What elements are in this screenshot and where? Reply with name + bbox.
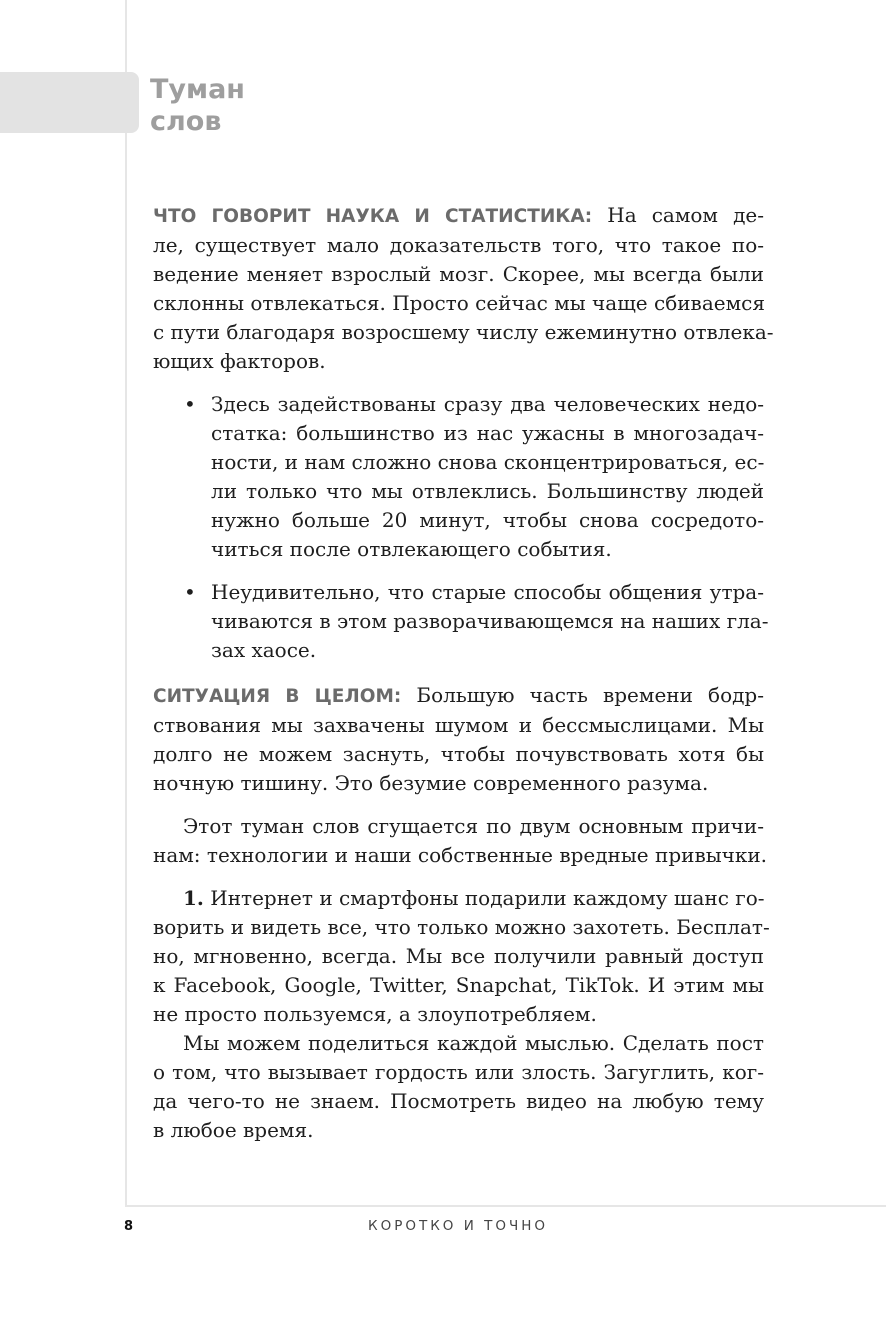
text-line: Этот туман слов сгущается по двум основным причи- <box>183 814 764 838</box>
text-line: но, мгновенно, всегда. Мы все получили равный доступ <box>153 944 764 968</box>
text-line: Мы можем поделиться каждой мыслью. Сделать пост <box>183 1031 764 1055</box>
intro-paragraph <box>153 812 768 870</box>
running-footer-title: КОРОТКО И ТОЧНО <box>367 1218 549 1234</box>
text-line: ле, существует мало доказательств того, что такое по- <box>153 233 764 257</box>
section-heading: СИТУАЦИЯ В ЦЕЛОМ: <box>153 686 402 707</box>
text-line: зах хаосе. <box>211 638 317 662</box>
text-line: ли только что мы отвлеклись. Большинству людей <box>211 479 764 503</box>
chapter-title <box>150 74 245 138</box>
text-line: Здесь задействованы сразу два человеческих недо- <box>211 392 764 416</box>
text-line: ющих факторов. <box>153 349 326 373</box>
text-line: о том, что вызывает гордость или злость. Загуглить, ког- <box>153 1060 764 1084</box>
text-line: 1. Интернет и смартфоны подарили каждому шанс го- <box>183 886 765 910</box>
point-number: 1. <box>183 886 204 910</box>
section-heading: ЧТО ГОВОРИТ НАУКА И СТАТИСТИКА: <box>153 206 593 227</box>
text-line: ночную тишину. Это безумие современного разума. <box>153 771 709 795</box>
science-paragraph <box>153 201 774 376</box>
bullet-icon: • <box>184 392 196 416</box>
text-line: склонны отвлекаться. Просто сейчас мы чаще сбиваемся <box>153 291 765 315</box>
final-paragraph <box>153 1029 764 1145</box>
point-one-paragraph <box>153 884 770 1029</box>
text-line: читься после отвлекающего события. <box>211 537 612 561</box>
text-line: нам: технологии и наши собственные вредные привычки. <box>153 843 768 867</box>
text-line: с пути благодаря возросшему числу ежеминутно отвлека- <box>153 320 774 344</box>
chapter-title-line: Туман <box>150 74 245 105</box>
chapter-tab <box>0 72 139 133</box>
margin-vertical-rule <box>125 0 127 1206</box>
list-item <box>184 578 769 665</box>
text-line: не просто пользуемся, а злоупотребляем. <box>153 1002 597 1026</box>
text-line: к Facebook, Google, Twitter, Snapchat, TikTok. И этим мы <box>153 973 764 997</box>
page-number: 8 <box>124 1219 134 1234</box>
text-line: нужно больше 20 минут, чтобы снова сосредото- <box>211 508 764 532</box>
big-picture-paragraph <box>153 681 764 798</box>
text-line: СИТУАЦИЯ В ЦЕЛОМ: Большую часть времени бодр- <box>153 683 764 707</box>
text-line: чиваются в этом разворачивающемся на наших гла- <box>211 609 769 633</box>
text-line: ведение меняет взрослый мозг. Скорее, мы всегда были <box>153 262 764 286</box>
bullet-icon: • <box>184 580 196 604</box>
text-line: ности, и нам сложно снова сконцентрироваться, ес- <box>211 450 765 474</box>
text-line: ЧТО ГОВОРИТ НАУКА И СТАТИСТИКА: На самом де- <box>153 203 764 227</box>
text-line: ствования мы захвачены шумом и бессмыслицами. Мы <box>153 713 764 737</box>
text-line: долго не можем заснуть, чтобы почувствовать хотя бы <box>153 742 764 766</box>
list-item <box>184 390 765 564</box>
text-line: статка: большинство из нас ужасны в многозадач- <box>211 421 764 445</box>
text-line: ворить и видеть все, что только можно захотеть. Бесплат- <box>153 915 770 939</box>
text-line: да чего-то не знаем. Посмотреть видео на любую тему <box>153 1089 764 1113</box>
text-line: в любое время. <box>153 1118 314 1142</box>
text-line: Неудивительно, что старые способы общения утра- <box>211 580 764 604</box>
bullet-list <box>184 390 769 665</box>
chapter-title-line: слов <box>150 106 222 137</box>
page-body <box>153 201 774 1145</box>
footer-horizontal-rule <box>125 1205 886 1207</box>
